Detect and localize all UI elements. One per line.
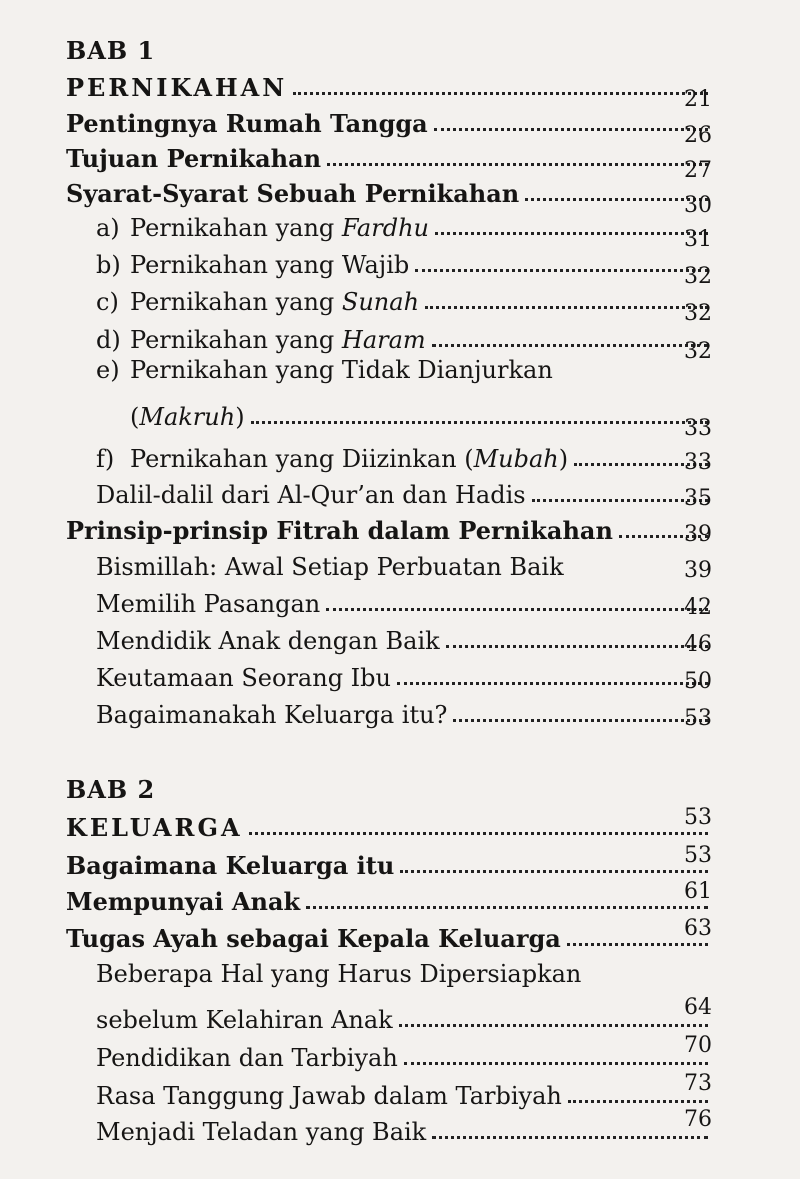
toc-entry[interactable] <box>66 102 712 148</box>
paren-close: ) <box>235 403 245 431</box>
toc-subentry[interactable] <box>96 656 712 692</box>
dot-leader <box>404 1062 708 1065</box>
page-number: 32 <box>684 301 712 326</box>
toc-entry[interactable] <box>66 172 712 218</box>
dot-leader <box>434 128 708 131</box>
entry-label <box>130 403 245 431</box>
entry-label: PERNIKAHAN <box>66 73 288 102</box>
page-number: 61 <box>684 879 712 904</box>
entry-label: Mendidik Anak dengan Baik <box>96 627 440 655</box>
page-number: 39 <box>684 558 712 583</box>
item-letter: d) <box>96 326 121 354</box>
dot-leader <box>415 269 708 272</box>
item-letter: b) <box>96 251 121 279</box>
toc-subentry[interactable] <box>96 437 712 473</box>
page-number: 63 <box>684 916 712 941</box>
page-number: 30 <box>684 193 712 218</box>
entry-label <box>96 326 426 354</box>
entry-label: Prinsip-prinsip Fitrah dalam Pernikahan <box>66 516 613 545</box>
label-text: Beberapa Hal yang Harus Dipersiapkan <box>96 960 582 988</box>
label-italic: Sunah <box>341 288 420 316</box>
label-text: Pernikahan yang <box>130 288 342 316</box>
page-number: 32 <box>684 339 712 364</box>
page-number: 31 <box>684 227 712 252</box>
toc-subentry-first-line[interactable] <box>96 356 553 384</box>
page-number: 35 <box>684 486 712 511</box>
page-number: 27 <box>684 158 712 183</box>
toc-entry[interactable] <box>66 806 712 842</box>
label-text: ) <box>558 445 569 473</box>
page-number: 50 <box>684 669 712 694</box>
page-number: 42 <box>684 595 712 620</box>
toc-subentry[interactable] <box>96 473 712 509</box>
chapter-1-heading: BAB 1 <box>66 36 156 65</box>
item-letter: f) <box>96 445 115 473</box>
entry-label: Tugas Ayah sebagai Kepala Keluarga <box>66 924 561 953</box>
label-italic: Fardhu <box>341 214 429 242</box>
label-text: Pernikahan yang Tidak Dianjurkan <box>130 356 553 384</box>
page-number: 39 <box>684 522 712 547</box>
toc-subentry[interactable] <box>96 243 712 289</box>
toc-subentry[interactable] <box>96 206 712 252</box>
entry-label: Keutamaan Seorang Ibu <box>96 664 391 692</box>
dot-leader <box>326 608 708 611</box>
page-number: 53 <box>684 706 712 731</box>
dot-leader <box>432 1136 708 1139</box>
dot-leader <box>327 163 708 166</box>
entry-label: KELUARGA <box>66 813 243 842</box>
toc-subentry[interactable] <box>96 280 712 326</box>
toc-subentry[interactable] <box>96 1071 712 1110</box>
dot-leader <box>425 306 708 309</box>
dot-leader <box>251 421 708 424</box>
toc-subentry[interactable] <box>96 619 712 655</box>
toc-entry[interactable] <box>66 66 712 112</box>
toc-subentry[interactable] <box>130 395 712 441</box>
entry-label: Pentingnya Rumah Tangga <box>66 109 428 138</box>
entry-label: Memilih Pasangan <box>96 590 321 618</box>
entry-label: Bagaimana Keluarga itu <box>66 851 395 880</box>
dot-leader <box>306 906 708 909</box>
toc-subentry[interactable] <box>96 995 712 1034</box>
dot-leader <box>532 499 708 502</box>
entry-label <box>96 445 568 473</box>
toc-entry[interactable] <box>66 509 712 545</box>
item-letter: a) <box>96 214 120 242</box>
label-italic: Haram <box>341 326 426 354</box>
page-number: 21 <box>684 87 712 112</box>
page-number: 46 <box>684 632 712 657</box>
page-number: 33 <box>684 416 712 441</box>
entry-label: Dalil-dalil dari Al-Qur’an dan Hadis <box>96 481 526 509</box>
dot-leader <box>293 92 708 95</box>
dot-leader <box>432 344 708 347</box>
toc-entry[interactable] <box>66 844 712 880</box>
page-number: 33 <box>684 450 712 475</box>
toc-subentry[interactable] <box>96 693 712 729</box>
dot-leader <box>397 682 708 685</box>
toc-subentry[interactable] <box>96 545 712 581</box>
dot-leader <box>525 198 708 201</box>
dot-leader <box>249 832 708 835</box>
entry-label <box>96 251 409 279</box>
entry-label: Menjadi Teladan yang Baik <box>96 1118 427 1146</box>
toc-subentry-first-line[interactable] <box>96 960 581 988</box>
page-number: 76 <box>684 1107 712 1132</box>
toc-subentry[interactable] <box>96 318 712 364</box>
label-italic: Makruh <box>139 403 236 431</box>
entry-label: sebelum Kelahiran Anak <box>96 1006 393 1034</box>
page-number: 26 <box>684 123 712 148</box>
paren-open: ( <box>130 403 140 431</box>
entry-label <box>96 214 429 242</box>
label-text: Pernikahan yang <box>130 214 342 242</box>
entry-label: Bismillah: Awal Setiap Perbuatan Baik <box>96 553 564 581</box>
entry-label: Mempunyai Anak <box>66 887 301 916</box>
page-number: 73 <box>684 1071 712 1096</box>
page-number: 32 <box>684 264 712 289</box>
entry-label: Rasa Tanggung Jawab dalam Tarbiyah <box>96 1082 562 1110</box>
dot-leader <box>399 1024 708 1027</box>
item-letter: c) <box>96 288 119 316</box>
entry-label <box>96 288 419 316</box>
dot-leader <box>453 719 708 722</box>
toc-entry[interactable] <box>66 880 712 916</box>
toc-subentry[interactable] <box>96 1107 712 1146</box>
toc-subentry[interactable] <box>96 1033 712 1072</box>
toc-subentry[interactable] <box>96 582 712 618</box>
dot-leader <box>567 943 708 946</box>
item-letter: e) <box>96 356 120 384</box>
entry-label: Tujuan Pernikahan <box>66 144 322 173</box>
label-text: Pernikahan yang <box>130 326 342 354</box>
entry-label: Pendidikan dan Tarbiyah <box>96 1044 398 1072</box>
entry-label: Bagaimanakah Keluarga itu? <box>96 701 448 729</box>
page-number: 53 <box>684 843 712 868</box>
label-text: Pernikahan yang Wajib <box>130 251 410 279</box>
page-number: 70 <box>684 1033 712 1058</box>
toc-entry[interactable] <box>66 137 712 183</box>
toc-entry[interactable] <box>66 917 712 953</box>
label-italic: Mubah <box>473 445 559 473</box>
dot-leader <box>435 232 708 235</box>
entry-label: Syarat-Syarat Sebuah Pernikahan <box>66 179 520 208</box>
dot-leader <box>568 1100 708 1103</box>
page-number: 53 <box>684 805 712 830</box>
chapter-2-heading: BAB 2 <box>66 775 156 804</box>
page-number: 64 <box>684 995 712 1020</box>
dot-leader <box>446 645 708 648</box>
label-text: Pernikahan yang Diizinkan ( <box>130 445 474 473</box>
dot-leader <box>400 870 708 873</box>
